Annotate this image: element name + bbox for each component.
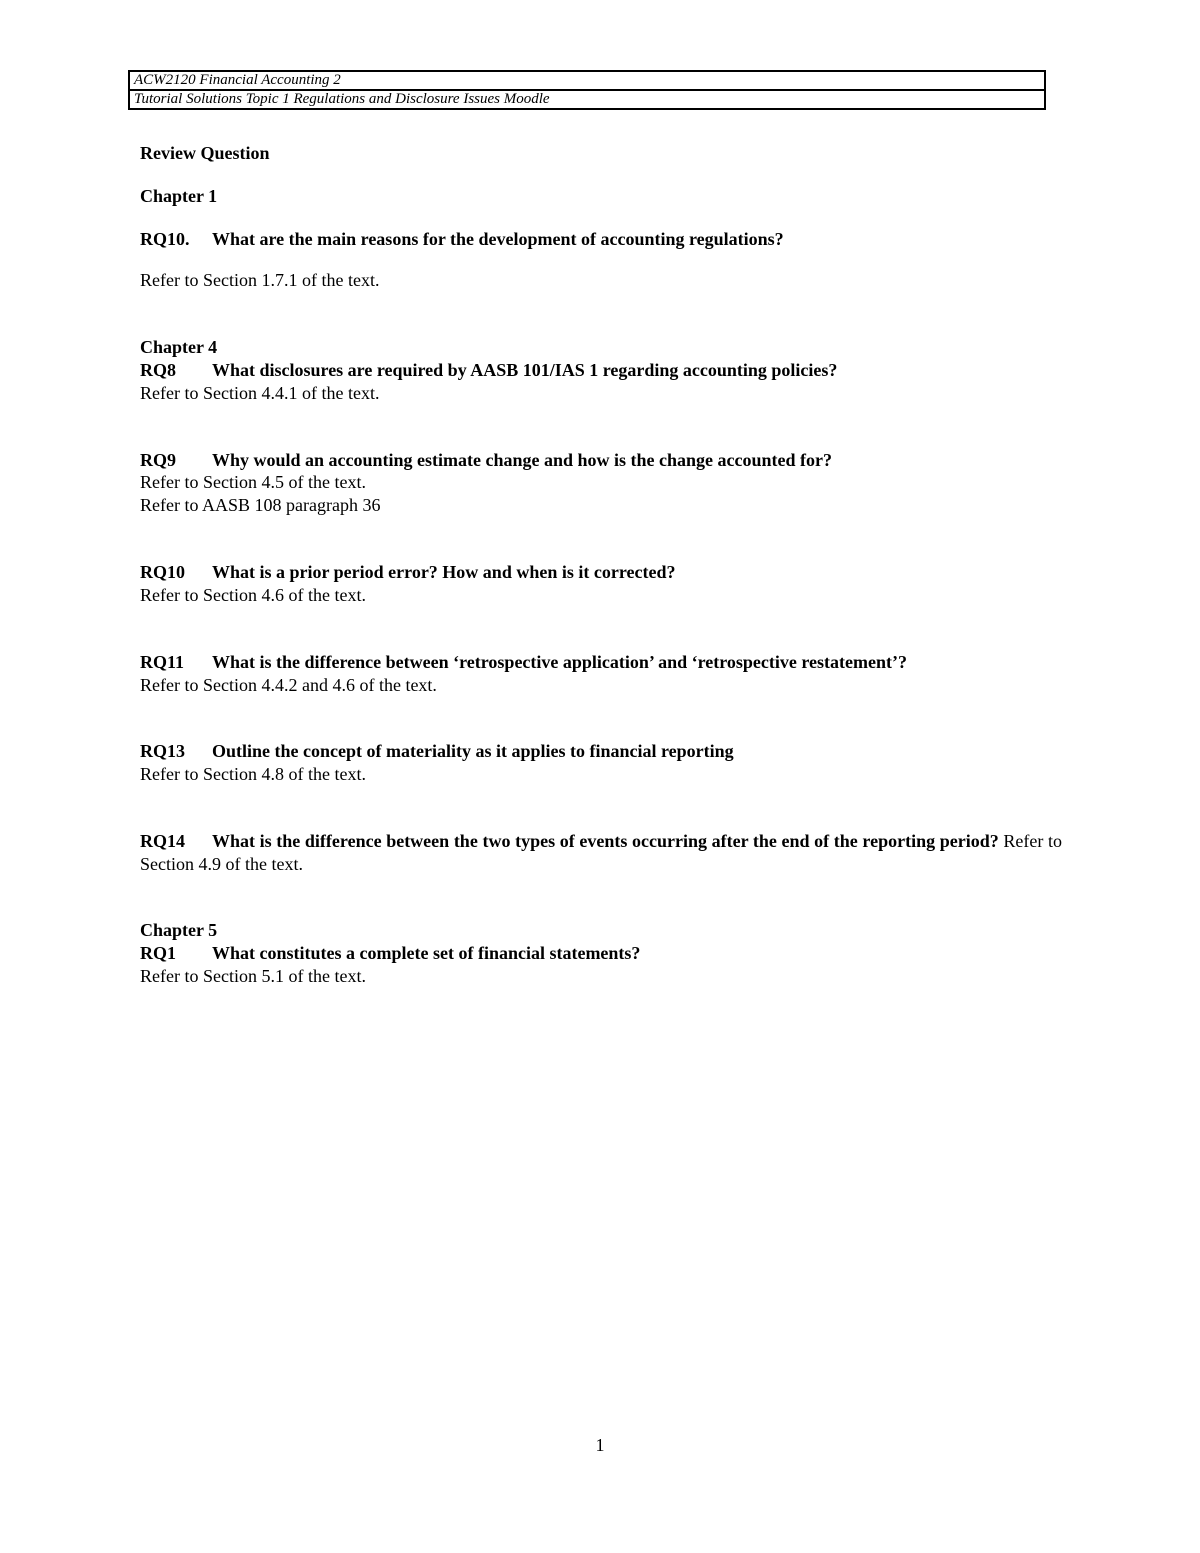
question-ch5-rq1 (140, 942, 640, 965)
question-label: RQ8 (140, 360, 176, 380)
question-label: RQ10. (140, 229, 190, 249)
page-number: 1 (595, 1435, 605, 1455)
question-text: What is the difference between the two types of events occurring after the end of the reporting period? (212, 831, 999, 851)
question-ch4-rq14 (140, 830, 1062, 876)
running-header (128, 70, 1046, 110)
question-text: Why would an accounting estimate change and how is the change accounted for? (212, 450, 833, 470)
answer-ch4-rq13: Refer to Section 4.8 of the text. (140, 764, 366, 784)
question-label: RQ11 (140, 652, 185, 672)
answer-ch4-rq14: Refer to Section 4.9 of the text. (140, 831, 1062, 874)
header-course: ACW2120 Financial Accounting 2 (130, 72, 1044, 91)
question-ch4-rq13 (140, 740, 734, 763)
question-text: What is the difference between ‘retrospective application’ and ‘retrospective restatement’? (212, 652, 908, 672)
answer-ch5-rq1: Refer to Section 5.1 of the text. (140, 966, 366, 986)
answer-ch4-rq11: Refer to Section 4.4.2 and 4.6 of the text. (140, 675, 437, 695)
answer-ch4-rq8: Refer to Section 4.4.1 of the text. (140, 383, 380, 403)
question-label: RQ9 (140, 450, 176, 470)
question-text: Outline the concept of materiality as it applies to financial reporting (212, 741, 734, 761)
chapter-5-heading: Chapter 5 (140, 920, 218, 940)
answer-ch4-rq10: Refer to Section 4.6 of the text. (140, 585, 366, 605)
question-label: RQ14 (140, 831, 185, 851)
question-ch4-rq11 (140, 651, 907, 674)
question-ch1-rq10 (140, 228, 784, 251)
answer-ch4-rq9-line2: Refer to AASB 108 paragraph 36 (140, 495, 381, 515)
question-ch4-rq10 (140, 561, 675, 584)
question-text: What is a prior period error? How and when is it corrected? (212, 562, 676, 582)
question-ch4-rq9 (140, 449, 832, 472)
section-title: Review Question (140, 143, 270, 163)
answer-ch4-rq9-line1: Refer to Section 4.5 of the text. (140, 472, 366, 492)
answer-ch1-rq10: Refer to Section 1.7.1 of the text. (140, 270, 380, 290)
question-text: What constitutes a complete set of financial statements? (212, 943, 641, 963)
question-text: What disclosures are required by AASB 101/IAS 1 regarding accounting policies? (212, 360, 838, 380)
question-ch4-rq8 (140, 359, 837, 382)
question-label: RQ10 (140, 562, 185, 582)
question-label: RQ13 (140, 741, 185, 761)
question-text: What are the main reasons for the development of accounting regulations? (212, 229, 784, 249)
chapter-1-heading: Chapter 1 (140, 186, 218, 206)
question-label: RQ1 (140, 943, 176, 963)
header-subtitle: Tutorial Solutions Topic 1 Regulations and Disclosure Issues Moodle (134, 91, 550, 107)
chapter-4-heading: Chapter 4 (140, 337, 218, 357)
